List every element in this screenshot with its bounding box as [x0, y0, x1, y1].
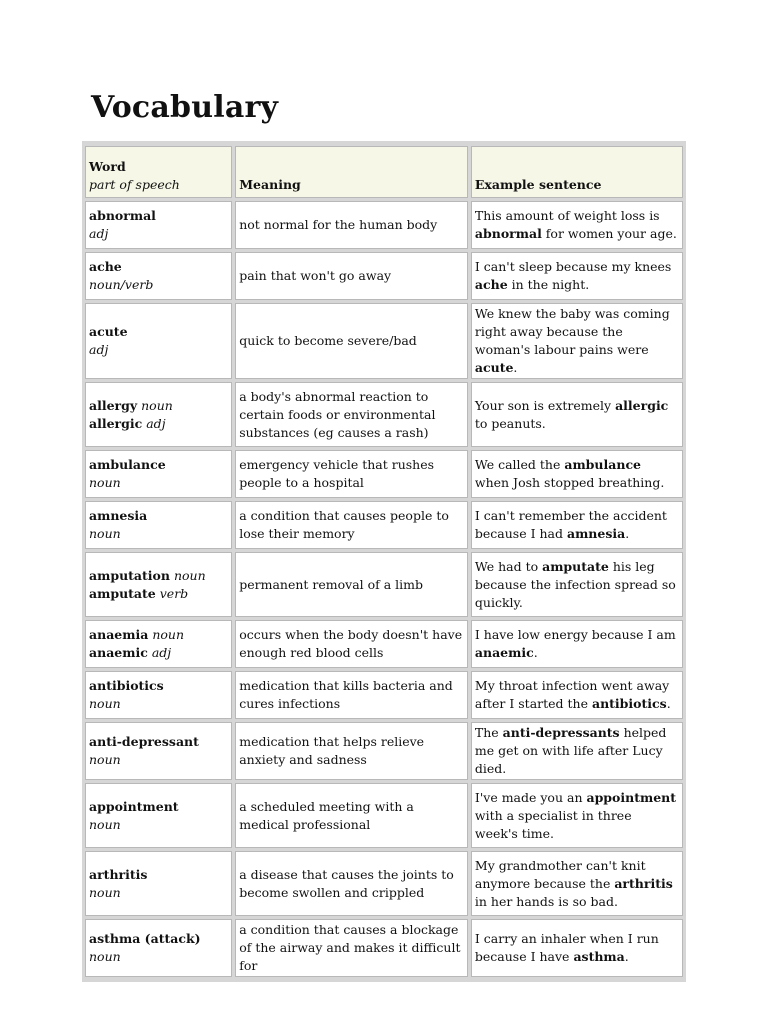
meaning-cell: emergency vehicle that rushes people to a hospital: [235, 450, 468, 498]
example-cell: [471, 620, 683, 668]
table-row: [85, 252, 683, 300]
example-text: We knew the baby was coming right away because the woman's labour pains were: [474, 306, 670, 357]
table-row: [85, 201, 683, 249]
example-highlight: amputate: [542, 558, 609, 574]
example-text: .: [625, 526, 630, 541]
table-row: [85, 722, 683, 780]
header-meaning-label: Meaning: [239, 177, 301, 192]
example-text: I can't remember the accident because I had: [474, 508, 667, 541]
word-cell: [85, 501, 232, 549]
meaning-cell: pain that won't go away: [235, 252, 468, 300]
vocab-word: anaemic: [89, 645, 148, 660]
example-text: in her hands is so bad.: [474, 893, 618, 909]
part-of-speech: noun: [141, 397, 173, 413]
vocab-word: asthma (attack): [89, 931, 201, 946]
meaning-cell: a body's abnormal reaction to certain foods or environmental substances (eg causes a rash): [235, 382, 468, 447]
example-text: I carry an inhaler when I run because I have: [474, 931, 659, 964]
example-cell: [471, 252, 683, 300]
example-text: My grandmother can't knit anymore because the: [474, 857, 646, 891]
example-text: .: [666, 696, 671, 711]
example-text: with a specialist in three week's time.: [474, 807, 632, 841]
example-highlight: appointment: [586, 789, 677, 805]
example-text: his leg because the infection spread so quickly.: [474, 558, 676, 610]
meaning-cell: not normal for the human body: [235, 201, 468, 249]
part-of-speech: noun: [173, 567, 206, 583]
vocab-word: amputate: [89, 585, 156, 601]
vocab-word: appointment: [89, 798, 179, 814]
example-highlight: acute: [474, 360, 514, 375]
word-cell: [85, 851, 232, 916]
table-row: [85, 552, 683, 617]
example-text: We called the: [474, 457, 565, 472]
part-of-speech: noun: [89, 752, 121, 767]
part-of-speech: noun: [89, 475, 121, 490]
vocab-word: ache: [89, 259, 122, 274]
example-cell: [471, 671, 683, 719]
example-text: in the night.: [507, 277, 590, 292]
table-row: [85, 501, 683, 549]
vocab-word: antibiotics: [89, 678, 164, 693]
example-cell: [471, 919, 683, 977]
part-of-speech: noun: [89, 884, 121, 900]
vocab-word: abnormal: [89, 208, 156, 223]
vocab-word: amputation: [89, 567, 170, 583]
vocabulary-table-container: [82, 141, 686, 982]
word-cell: [85, 201, 232, 249]
example-text: to peanuts.: [474, 415, 546, 431]
page-title: Vocabulary: [91, 90, 279, 125]
header-pos-label: part of speech: [89, 177, 180, 192]
example-text: We had to: [474, 558, 543, 574]
header-word: [85, 146, 232, 198]
part-of-speech: noun: [89, 949, 121, 964]
example-text: for women your age.: [541, 226, 677, 241]
example-cell: [471, 303, 683, 379]
part-of-speech: noun: [89, 696, 121, 711]
meaning-cell: medication that kills bacteria and cures infections: [235, 671, 468, 719]
part-of-speech: adj: [89, 342, 109, 357]
table-header-row: [85, 146, 683, 198]
word-cell: [85, 552, 232, 617]
part-of-speech: adj: [89, 226, 109, 241]
example-text: The: [474, 725, 503, 740]
example-text: when Josh stopped breathing.: [474, 475, 665, 490]
meaning-cell: a disease that causes the joints to become swollen and crippled: [235, 851, 468, 916]
part-of-speech: verb: [159, 585, 189, 601]
word-cell: [85, 620, 232, 668]
word-cell: [85, 303, 232, 379]
table-row: [85, 851, 683, 916]
vocab-word: arthritis: [89, 866, 148, 882]
header-word-label: Word: [89, 159, 126, 174]
header-example-label: Example sentence: [474, 177, 602, 192]
table-row: [85, 450, 683, 498]
part-of-speech: noun/verb: [89, 277, 154, 292]
example-text: I have low energy because I am: [474, 627, 676, 642]
meaning-cell: occurs when the body doesn't have enough red blood cells: [235, 620, 468, 668]
example-cell: [471, 552, 683, 617]
meaning-cell: a condition that causes people to lose their memory: [235, 501, 468, 549]
word-cell: [85, 783, 232, 848]
example-highlight: ambulance: [564, 457, 642, 472]
vocab-word: allergy: [89, 397, 138, 413]
part-of-speech: noun: [152, 627, 184, 642]
table-row: [85, 783, 683, 848]
table-body: [85, 201, 683, 977]
example-cell: [471, 783, 683, 848]
table-row: [85, 919, 683, 977]
header-example: [471, 146, 683, 198]
meaning-cell: quick to become severe/bad: [235, 303, 468, 379]
example-text: .: [533, 645, 538, 660]
example-highlight: ache: [474, 277, 508, 292]
example-text: .: [624, 949, 629, 964]
word-cell: [85, 671, 232, 719]
vocab-word: amnesia: [89, 508, 148, 523]
meaning-cell: medication that helps relieve anxiety and sadness: [235, 722, 468, 780]
vocabulary-table: [82, 143, 686, 980]
example-highlight: antibiotics: [591, 696, 667, 711]
example-text: .: [513, 360, 518, 375]
example-cell: [471, 722, 683, 780]
table-row: [85, 620, 683, 668]
example-highlight: amnesia: [566, 526, 626, 541]
example-highlight: abnormal: [474, 226, 542, 241]
part-of-speech: adj: [151, 645, 172, 660]
table-row: [85, 303, 683, 379]
example-cell: [471, 201, 683, 249]
meaning-cell: a condition that causes a blockage of the airway and makes it difficult for: [235, 919, 468, 977]
word-cell: [85, 252, 232, 300]
example-highlight: asthma: [573, 949, 625, 964]
word-cell: [85, 382, 232, 447]
vocab-word: ambulance: [89, 457, 166, 472]
word-cell: [85, 722, 232, 780]
example-cell: [471, 450, 683, 498]
example-text: I can't sleep because my knees: [474, 259, 672, 274]
example-highlight: anaemic: [474, 645, 534, 660]
word-cell: [85, 919, 232, 977]
example-text: helped me get on with life after Lucy died.: [474, 725, 667, 776]
table-row: [85, 382, 683, 447]
meaning-cell: a scheduled meeting with a medical professional: [235, 783, 468, 848]
example-text: This amount of weight loss is: [474, 208, 660, 223]
part-of-speech: adj: [146, 415, 166, 431]
vocab-word: anti-depressant: [89, 734, 199, 749]
table-row: [85, 671, 683, 719]
example-text: I've made you an: [474, 789, 587, 805]
example-cell: [471, 851, 683, 916]
header-meaning: [235, 146, 468, 198]
part-of-speech: noun: [89, 526, 121, 541]
vocab-word: allergic: [89, 415, 143, 431]
example-highlight: anti-depressants: [502, 725, 620, 740]
vocab-word: acute: [89, 324, 128, 339]
example-text: Your son is extremely: [474, 397, 616, 413]
example-text: My throat infection went away after I started the: [474, 678, 670, 711]
vocab-word: anaemia: [89, 627, 149, 642]
meaning-cell: permanent removal of a limb: [235, 552, 468, 617]
example-highlight: arthritis: [614, 875, 673, 891]
example-highlight: allergic: [615, 397, 669, 413]
part-of-speech: noun: [89, 816, 121, 832]
word-cell: [85, 450, 232, 498]
example-cell: [471, 501, 683, 549]
example-cell: [471, 382, 683, 447]
